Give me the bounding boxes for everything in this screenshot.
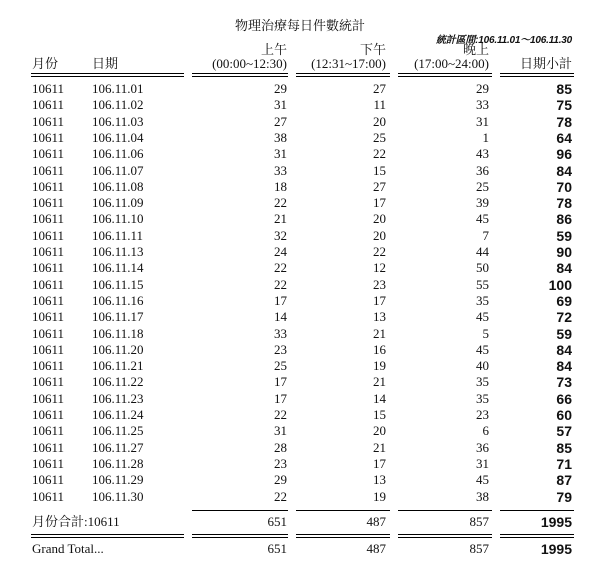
row-am-count: 33 (274, 162, 287, 178)
row-subtotal: 73 (556, 374, 572, 391)
row-am-count: 18 (274, 178, 287, 194)
table-row (0, 195, 600, 211)
row-subtotal: 57 (556, 423, 572, 440)
row-pm-count: 19 (373, 488, 386, 504)
row-pm-count: 27 (373, 178, 386, 194)
row-eve-count: 33 (476, 97, 489, 113)
row-date: 106.11.07 (92, 162, 144, 178)
row-date: 106.11.13 (92, 244, 144, 259)
header-subtotal: 日期小計 (519, 56, 572, 71)
table-row (0, 472, 600, 488)
table-row (0, 244, 600, 260)
header-pm-label: 下午 (359, 42, 386, 57)
table-row (0, 277, 600, 293)
table-row (0, 407, 600, 423)
month-total-eve: 857 (469, 514, 489, 529)
row-eve-count: 35 (476, 292, 489, 308)
row-date: 106.11.03 (92, 113, 144, 129)
header-am-label: 上午 (260, 42, 287, 57)
row-subtotal: 59 (556, 227, 572, 244)
row-pm-count: 15 (373, 162, 386, 178)
grand-total-label: Grand Total... (32, 541, 104, 556)
table-row (0, 391, 600, 407)
row-am-count: 22 (274, 260, 287, 276)
row-month: 10611 (32, 374, 65, 390)
row-month: 10611 (32, 162, 65, 178)
row-date: 106.11.28 (92, 455, 144, 471)
row-date: 106.11.10 (92, 211, 144, 227)
row-subtotal: 84 (556, 341, 572, 358)
row-am-count: 38 (274, 129, 287, 145)
row-eve-count: 44 (476, 244, 489, 259)
row-subtotal: 69 (556, 292, 572, 309)
row-subtotal: 96 (556, 146, 572, 163)
row-date: 106.11.27 (92, 439, 144, 455)
table-row (0, 309, 600, 325)
date-range: 統計區間:106.11.01～106.11.30 (435, 35, 572, 46)
row-eve-count: 45 (476, 309, 489, 325)
table-row (0, 228, 600, 244)
table-row (0, 456, 600, 472)
table-row (0, 326, 600, 342)
row-month: 10611 (32, 341, 65, 357)
row-subtotal: 85 (556, 81, 572, 97)
row-pm-count: 23 (373, 276, 386, 292)
row-pm-count: 17 (373, 455, 386, 471)
row-month: 10611 (32, 423, 65, 439)
row-eve-count: 36 (476, 162, 489, 178)
row-pm-count: 13 (373, 309, 386, 325)
row-date: 106.11.06 (92, 146, 144, 162)
row-pm-count: 20 (373, 227, 386, 243)
row-subtotal: 84 (556, 162, 572, 179)
row-month: 10611 (32, 178, 65, 194)
row-eve-count: 25 (476, 178, 489, 194)
row-subtotal: 59 (556, 325, 572, 342)
row-eve-count: 45 (476, 341, 489, 357)
row-date: 106.11.20 (92, 341, 144, 357)
row-eve-count: 5 (482, 325, 489, 341)
row-month: 10611 (32, 439, 65, 455)
row-pm-count: 20 (373, 113, 386, 129)
row-subtotal: 84 (556, 358, 572, 375)
row-month: 10611 (32, 407, 65, 422)
header-eve-label: 晚上 (462, 42, 489, 57)
row-pm-count: 12 (373, 260, 386, 276)
row-eve-count: 35 (476, 374, 489, 390)
row-subtotal: 79 (556, 488, 572, 505)
grand-total-sub: 1995 (540, 541, 572, 557)
row-subtotal: 85 (556, 439, 572, 456)
row-eve-count: 38 (476, 488, 489, 504)
table-row (0, 179, 600, 195)
row-pm-count: 14 (373, 390, 386, 406)
row-eve-count: 40 (476, 358, 489, 374)
row-date: 106.11.02 (92, 97, 144, 113)
row-am-count: 22 (274, 488, 287, 504)
month-total-label: 月份合計:10611 (32, 514, 120, 529)
month-total-am: 651 (267, 514, 287, 529)
month-total-sub: 1995 (540, 514, 572, 530)
row-eve-count: 45 (476, 211, 489, 227)
row-eve-count: 55 (476, 276, 489, 292)
row-date: 106.11.09 (92, 195, 144, 211)
report-title: 物理治療每日件數統計 (234, 18, 365, 33)
row-eve-count: 43 (476, 146, 489, 162)
row-pm-count: 21 (373, 439, 386, 455)
row-subtotal: 87 (556, 472, 572, 489)
row-eve-count: 1 (482, 129, 489, 145)
row-subtotal: 78 (556, 195, 572, 212)
table-row (0, 163, 600, 179)
grand-total-pm: 487 (366, 541, 386, 556)
row-am-count: 14 (274, 309, 287, 325)
row-date: 106.11.11 (92, 227, 144, 243)
row-am-count: 31 (274, 423, 287, 439)
row-pm-count: 17 (373, 292, 386, 308)
row-month: 10611 (32, 113, 65, 129)
row-subtotal: 90 (556, 244, 572, 260)
row-date: 106.11.23 (92, 390, 144, 406)
table-row (0, 423, 600, 439)
row-subtotal: 60 (556, 407, 572, 423)
row-am-count: 22 (274, 195, 287, 211)
table-row (0, 440, 600, 456)
header-eve-time: (17:00~24:00) (414, 56, 489, 71)
row-month: 10611 (32, 309, 65, 325)
row-am-count: 22 (274, 276, 287, 292)
row-eve-count: 7 (482, 227, 489, 243)
row-month: 10611 (32, 195, 65, 211)
row-am-count: 23 (274, 455, 287, 471)
row-date: 106.11.22 (92, 374, 144, 390)
row-date: 106.11.01 (92, 81, 144, 96)
row-am-count: 21 (274, 211, 287, 227)
row-date: 106.11.18 (92, 325, 144, 341)
table-row (0, 146, 600, 162)
row-pm-count: 25 (373, 129, 386, 145)
row-month: 10611 (32, 227, 65, 243)
row-subtotal: 71 (556, 455, 572, 472)
row-pm-count: 16 (373, 341, 386, 357)
row-month: 10611 (32, 455, 65, 471)
row-am-count: 31 (274, 146, 287, 162)
row-subtotal: 75 (556, 97, 572, 114)
row-month: 10611 (32, 488, 65, 504)
row-eve-count: 29 (476, 81, 489, 96)
row-date: 106.11.08 (92, 178, 144, 194)
row-pm-count: 20 (373, 211, 386, 227)
row-eve-count: 36 (476, 439, 489, 455)
row-am-count: 17 (274, 374, 287, 390)
row-subtotal: 86 (556, 211, 572, 228)
row-subtotal: 100 (548, 276, 572, 293)
row-month: 10611 (32, 129, 65, 145)
row-pm-count: 22 (373, 244, 386, 259)
header-pm-time: (12:31~17:00) (311, 56, 386, 71)
row-pm-count: 20 (373, 423, 386, 439)
header-month: 月份 (32, 56, 59, 71)
row-date: 106.11.21 (92, 358, 144, 374)
row-eve-count: 31 (476, 455, 489, 471)
row-month: 10611 (32, 211, 65, 227)
row-pm-count: 22 (373, 146, 386, 162)
row-month: 10611 (32, 358, 65, 374)
row-date: 106.11.04 (92, 129, 144, 145)
row-date: 106.11.14 (92, 260, 144, 276)
row-subtotal: 72 (556, 309, 572, 326)
row-pm-count: 19 (373, 358, 386, 374)
row-date: 106.11.15 (92, 276, 144, 292)
row-pm-count: 13 (373, 472, 386, 488)
table-row (0, 114, 600, 130)
row-subtotal: 64 (556, 129, 572, 146)
row-pm-count: 11 (373, 97, 386, 113)
header-am-time: (00:00~12:30) (212, 56, 287, 71)
row-month: 10611 (32, 146, 65, 162)
grand-total-eve: 857 (469, 541, 489, 556)
table-row (0, 81, 600, 97)
table-row (0, 489, 600, 505)
grand-total-row (0, 541, 600, 557)
table-row (0, 374, 600, 390)
row-eve-count: 50 (476, 260, 489, 276)
row-eve-count: 39 (476, 195, 489, 211)
row-am-count: 28 (274, 439, 287, 455)
row-eve-count: 6 (482, 423, 489, 439)
row-month: 10611 (32, 472, 65, 488)
row-am-count: 24 (274, 244, 287, 259)
row-month: 10611 (32, 81, 65, 96)
row-am-count: 32 (274, 227, 287, 243)
row-month: 10611 (32, 325, 65, 341)
row-subtotal: 84 (556, 260, 572, 277)
table-row (0, 211, 600, 227)
row-month: 10611 (32, 97, 65, 113)
row-date: 106.11.16 (92, 292, 144, 308)
row-eve-count: 45 (476, 472, 489, 488)
row-subtotal: 70 (556, 178, 572, 195)
row-eve-count: 31 (476, 113, 489, 129)
row-month: 10611 (32, 292, 65, 308)
month-total-pm: 487 (366, 514, 386, 529)
row-date: 106.11.29 (92, 472, 144, 488)
row-month: 10611 (32, 244, 65, 259)
row-month: 10611 (32, 276, 65, 292)
row-am-count: 33 (274, 325, 287, 341)
row-month: 10611 (32, 260, 65, 276)
row-pm-count: 15 (373, 407, 386, 422)
row-am-count: 29 (274, 472, 287, 488)
row-am-count: 23 (274, 341, 287, 357)
grand-total-am: 651 (267, 541, 287, 556)
row-am-count: 17 (274, 390, 287, 406)
row-eve-count: 23 (476, 407, 489, 422)
row-date: 106.11.30 (92, 488, 144, 504)
row-subtotal: 78 (556, 113, 572, 130)
row-date: 106.11.24 (92, 407, 144, 422)
table-row (0, 97, 600, 113)
table-row (0, 293, 600, 309)
row-pm-count: 27 (373, 81, 386, 96)
row-am-count: 29 (274, 81, 287, 96)
table-row (0, 260, 600, 276)
row-pm-count: 21 (373, 325, 386, 341)
table-row (0, 130, 600, 146)
row-am-count: 17 (274, 292, 287, 308)
row-pm-count: 17 (373, 195, 386, 211)
row-am-count: 31 (274, 97, 287, 113)
row-pm-count: 21 (373, 374, 386, 390)
row-am-count: 22 (274, 407, 287, 422)
row-subtotal: 66 (556, 390, 572, 407)
row-month: 10611 (32, 390, 65, 406)
month-total-row (0, 514, 600, 530)
row-am-count: 27 (274, 113, 287, 129)
table-row (0, 358, 600, 374)
table-row (0, 342, 600, 358)
row-date: 106.11.25 (92, 423, 144, 439)
header-date: 日期 (92, 56, 119, 71)
row-am-count: 25 (274, 358, 287, 374)
row-eve-count: 35 (476, 390, 489, 406)
row-date: 106.11.17 (92, 309, 144, 325)
